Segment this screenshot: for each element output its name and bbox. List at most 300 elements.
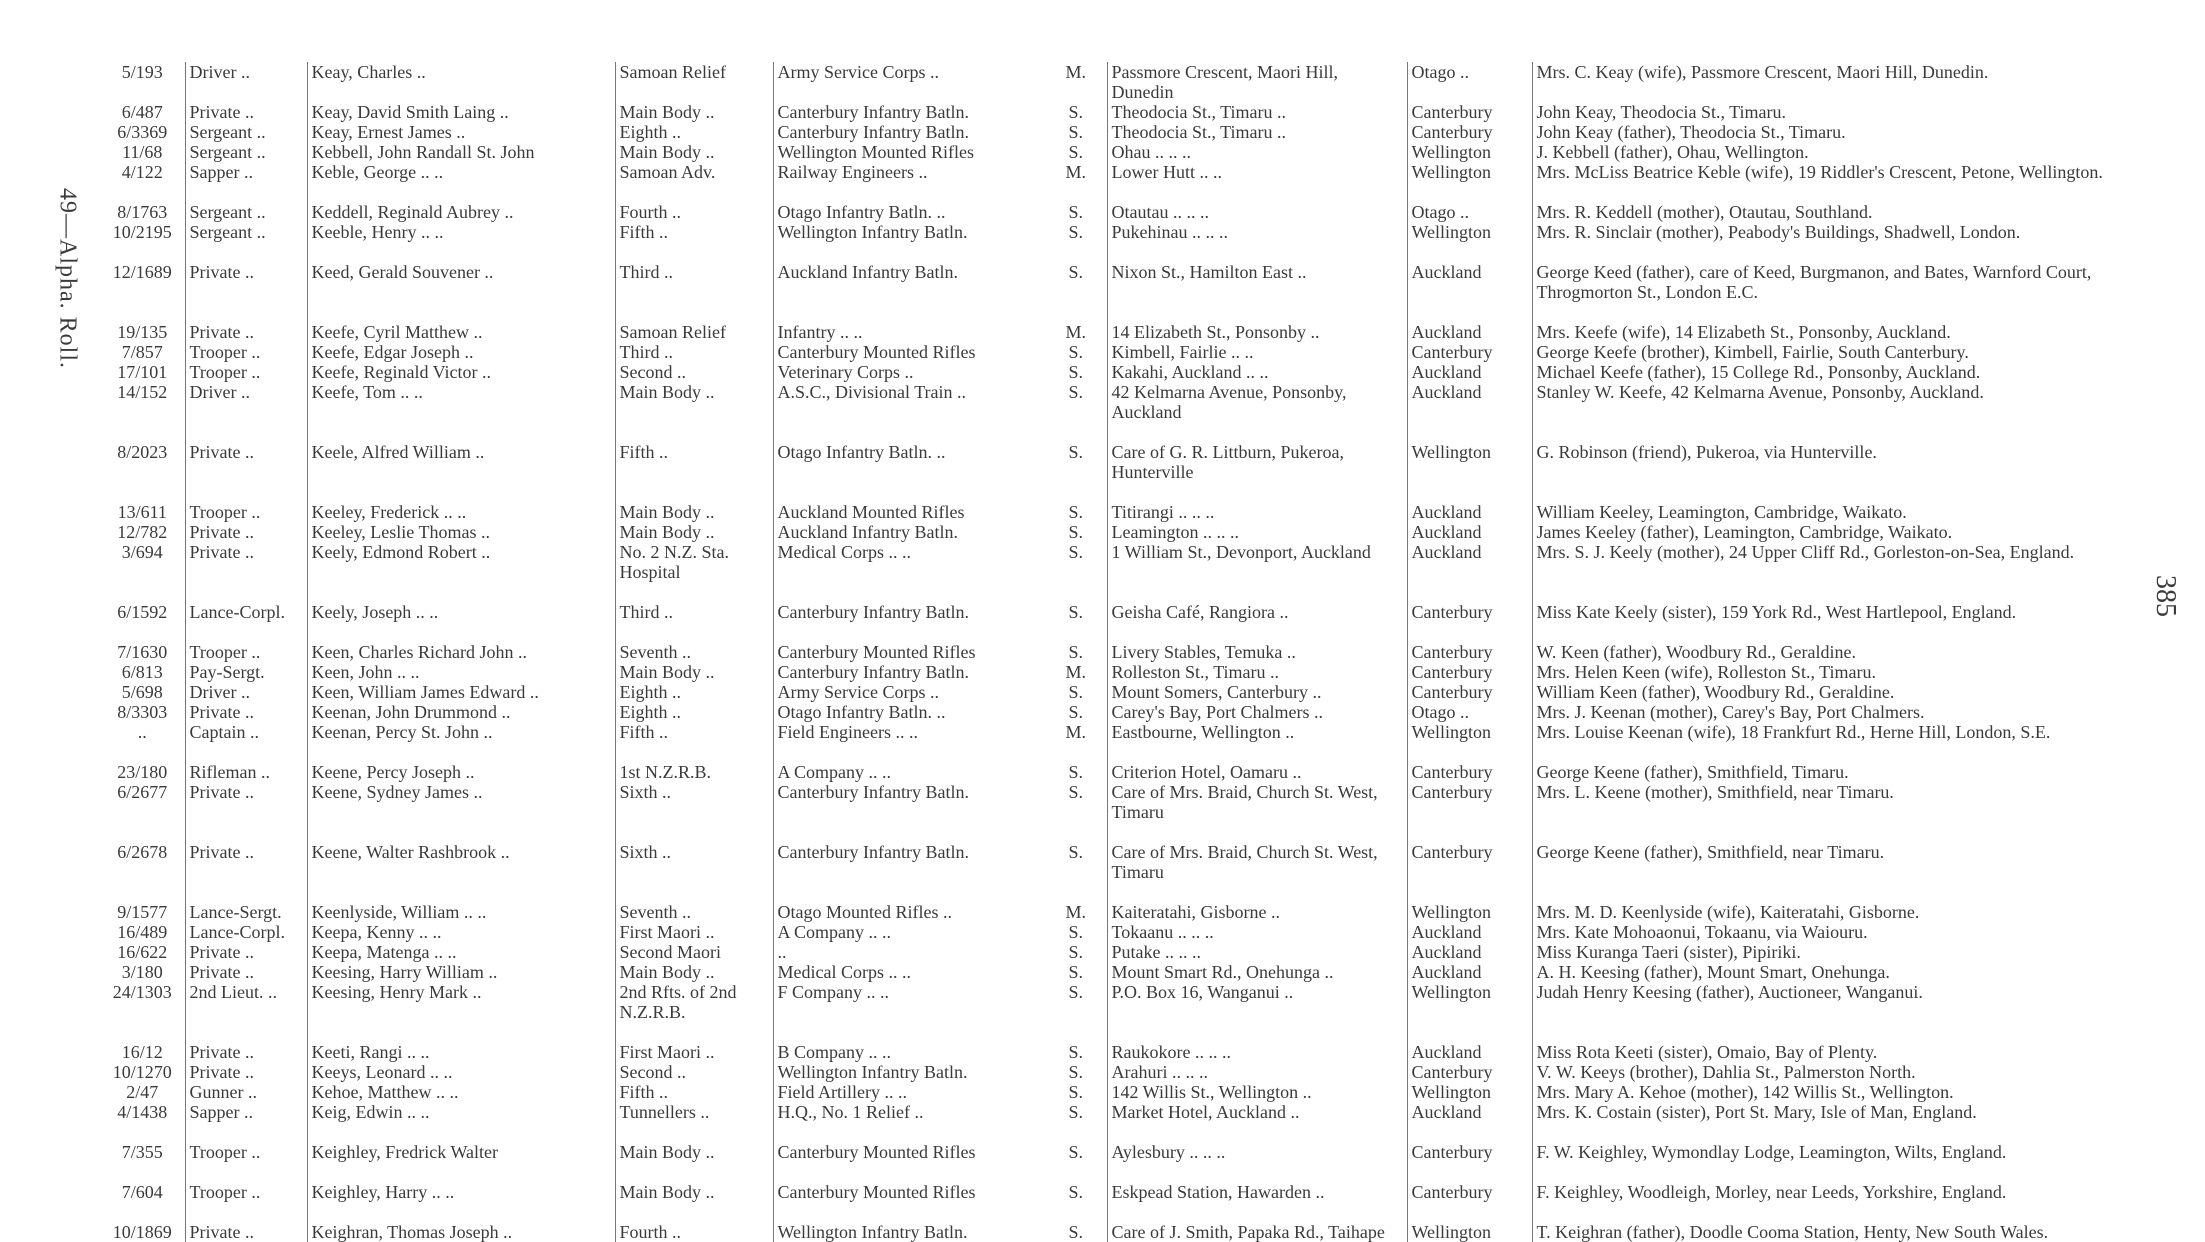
kin-cell: A. H. Keesing (father), Mount Smart, Onehunga. xyxy=(1532,962,2150,982)
draft-cell: Fifth .. xyxy=(615,222,773,242)
address-cell: 142 Willis St., Wellington .. xyxy=(1107,1082,1407,1102)
address-cell: Lower Hutt .. .. xyxy=(1107,162,1407,182)
draft-cell: 2nd Rfts. of 2nd N.Z.R.B. xyxy=(615,982,773,1022)
address-cell: Putake .. .. .. xyxy=(1107,942,1407,962)
draft-cell: Fifth .. xyxy=(615,722,773,742)
table-row xyxy=(100,482,2150,522)
draft-cell: Main Body .. xyxy=(615,482,773,522)
unit-cell: H.Q., No. 1 Relief .. xyxy=(773,1102,1045,1122)
rank-cell: Driver .. xyxy=(185,682,307,702)
kin-cell: F. Keighley, Woodleigh, Morley, near Leeds, Yorkshire, England. xyxy=(1532,1162,2150,1202)
draft-cell: Main Body .. xyxy=(615,662,773,682)
name-cell: Keighran, Thomas Joseph .. xyxy=(307,1202,615,1242)
unit-cell: B Company .. .. xyxy=(773,1022,1045,1062)
rank-cell: Private .. xyxy=(185,102,307,122)
draft-cell: Samoan Relief xyxy=(615,62,773,102)
address-cell: Leamington .. .. .. xyxy=(1107,522,1407,542)
table-row xyxy=(100,182,2150,222)
address-cell: Kakahi, Auckland .. .. xyxy=(1107,362,1407,382)
draft-cell: Fourth .. xyxy=(615,1202,773,1242)
district-cell: Wellington xyxy=(1407,1082,1532,1102)
table-row xyxy=(100,682,2150,702)
num-cell: 7/355 xyxy=(121,1142,163,1162)
draft-cell: Main Body .. xyxy=(615,1122,773,1162)
unit-cell: Canterbury Mounted Rifles xyxy=(773,1162,1045,1202)
district-cell: Canterbury xyxy=(1407,342,1532,362)
table-row xyxy=(100,982,2150,1022)
status-cell: S. xyxy=(1068,762,1083,782)
status-cell: S. xyxy=(1068,642,1083,662)
rank-cell: Sergeant .. xyxy=(185,182,307,222)
draft-cell: Main Body .. xyxy=(615,522,773,542)
address-cell: Theodocia St., Timaru .. xyxy=(1107,122,1407,142)
table-row xyxy=(100,782,2150,822)
table-row xyxy=(100,142,2150,162)
kin-cell: Mrs. L. Keene (mother), Smithfield, near Timaru. xyxy=(1532,782,2150,822)
rank-cell: Captain .. xyxy=(185,722,307,742)
table-row xyxy=(100,722,2150,742)
table-row xyxy=(100,342,2150,362)
num-cell: 24/1303 xyxy=(112,982,172,1002)
rank-cell: Private .. xyxy=(185,782,307,822)
unit-cell: Field Engineers .. .. xyxy=(773,722,1045,742)
draft-cell: Main Body .. xyxy=(615,382,773,422)
kin-cell: George Keed (father), care of Keed, Burgmanon, and Bates, Warnford Court, Throgmorton St., London E.C. xyxy=(1532,242,2150,302)
name-cell: Keighley, Harry .. .. xyxy=(307,1162,615,1202)
status-cell: S. xyxy=(1068,1222,1083,1242)
address-cell: Care of J. Smith, Papaka Rd., Taihape xyxy=(1107,1202,1407,1242)
rank-cell: Private .. xyxy=(185,942,307,962)
unit-cell: Infantry .. .. xyxy=(773,302,1045,342)
draft-cell: Tunnellers .. xyxy=(615,1102,773,1122)
draft-cell: Third .. xyxy=(615,582,773,622)
table-row xyxy=(100,742,2150,782)
district-cell: Canterbury xyxy=(1407,122,1532,142)
district-cell: Auckland xyxy=(1407,522,1532,542)
rank-cell: Sapper .. xyxy=(185,1102,307,1122)
draft-cell: Sixth .. xyxy=(615,822,773,882)
num-cell: 2/47 xyxy=(126,1082,159,1102)
status-cell: S. xyxy=(1068,942,1083,962)
draft-cell: First Maori .. xyxy=(615,922,773,942)
address-cell: 1 William St., Devonport, Auckland xyxy=(1107,542,1407,582)
roll-body xyxy=(100,62,2150,1242)
name-cell: Keeti, Rangi .. .. xyxy=(307,1022,615,1062)
kin-cell: Mrs. R. Keddell (mother), Otautau, Southland. xyxy=(1532,182,2150,222)
district-cell: Wellington xyxy=(1407,422,1532,482)
num-cell: 13/611 xyxy=(117,502,167,522)
draft-cell: Main Body .. xyxy=(615,142,773,162)
num-cell: 11/68 xyxy=(122,142,163,162)
rank-cell: Private .. xyxy=(185,542,307,582)
district-cell: Auckland xyxy=(1407,962,1532,982)
rank-cell: Lance-Corpl. xyxy=(185,582,307,622)
name-cell: Keig, Edwin .. .. xyxy=(307,1102,615,1122)
kin-cell: George Keene (father), Smithfield, Timaru. xyxy=(1532,742,2150,782)
district-cell: Otago .. xyxy=(1407,702,1532,722)
status-cell: S. xyxy=(1068,682,1083,702)
table-row xyxy=(100,162,2150,182)
table-row xyxy=(100,882,2150,922)
unit-cell: Otago Mounted Rifles .. xyxy=(773,882,1045,922)
kin-cell: F. W. Keighley, Wymondlay Lodge, Leamington, Wilts, England. xyxy=(1532,1122,2150,1162)
name-cell: Keenan, John Drummond .. xyxy=(307,702,615,722)
status-cell: M. xyxy=(1065,162,1086,182)
address-cell: Raukokore .. .. .. xyxy=(1107,1022,1407,1062)
draft-cell: Third .. xyxy=(615,242,773,302)
unit-cell: Canterbury Infantry Batln. xyxy=(773,822,1045,882)
name-cell: Kehoe, Matthew .. .. xyxy=(307,1082,615,1102)
num-cell: 10/2195 xyxy=(112,222,172,242)
draft-cell: Second .. xyxy=(615,1062,773,1082)
district-cell: Auckland xyxy=(1407,382,1532,422)
unit-cell: Wellington Infantry Batln. xyxy=(773,222,1045,242)
address-cell: Kaiteratahi, Gisborne .. xyxy=(1107,882,1407,922)
district-cell: Canterbury xyxy=(1407,1162,1532,1202)
status-cell: S. xyxy=(1068,1142,1083,1162)
rank-cell: Private .. xyxy=(185,242,307,302)
rank-cell: Driver .. xyxy=(185,62,307,102)
district-cell: Canterbury xyxy=(1407,682,1532,702)
kin-cell: Mrs. Kate Mohoaonui, Tokaanu, via Waiouru. xyxy=(1532,922,2150,942)
name-cell: Keefe, Edgar Joseph .. xyxy=(307,342,615,362)
district-cell: Wellington xyxy=(1407,162,1532,182)
unit-cell: Auckland Mounted Rifles xyxy=(773,482,1045,522)
unit-cell: Railway Engineers .. xyxy=(773,162,1045,182)
district-cell: Canterbury xyxy=(1407,662,1532,682)
draft-cell: Fifth .. xyxy=(615,422,773,482)
num-cell: 8/3303 xyxy=(117,702,168,722)
name-cell: Keen, William James Edward .. xyxy=(307,682,615,702)
num-cell: .. xyxy=(137,722,147,742)
district-cell: Auckland xyxy=(1407,242,1532,302)
kin-cell: Mrs. S. J. Keely (mother), 24 Upper Cliff Rd., Gorleston-on-Sea, England. xyxy=(1532,542,2150,582)
address-cell: Mount Somers, Canterbury .. xyxy=(1107,682,1407,702)
address-cell: Eskpead Station, Hawarden .. xyxy=(1107,1162,1407,1202)
table-row xyxy=(100,622,2150,662)
district-cell: Wellington xyxy=(1407,142,1532,162)
name-cell: Keay, Ernest James .. xyxy=(307,122,615,142)
kin-cell: Mrs. C. Keay (wife), Passmore Crescent, Maori Hill, Dunedin. xyxy=(1532,62,2150,102)
page-number: 385 xyxy=(2150,575,2181,617)
address-cell: Aylesbury .. .. .. xyxy=(1107,1122,1407,1162)
unit-cell: A.S.C., Divisional Train .. xyxy=(773,382,1045,422)
status-cell: S. xyxy=(1068,122,1083,142)
num-cell: 6/2677 xyxy=(117,782,168,802)
table-row xyxy=(100,1082,2150,1102)
draft-cell: 1st N.Z.R.B. xyxy=(615,742,773,782)
table-row xyxy=(100,122,2150,142)
address-cell: Market Hotel, Auckland .. xyxy=(1107,1102,1407,1122)
num-cell: 10/1869 xyxy=(112,1222,172,1242)
status-cell: S. xyxy=(1068,602,1083,622)
rank-cell: Private .. xyxy=(185,1062,307,1082)
district-cell: Otago .. xyxy=(1407,182,1532,222)
status-cell: S. xyxy=(1068,382,1083,402)
num-cell: 14/152 xyxy=(117,382,168,402)
unit-cell: Wellington Mounted Rifles xyxy=(773,142,1045,162)
kin-cell: Mrs. Keefe (wife), 14 Elizabeth St., Ponsonby, Auckland. xyxy=(1532,302,2150,342)
address-cell: Pukehinau .. .. .. xyxy=(1107,222,1407,242)
num-cell: 12/1689 xyxy=(112,262,172,282)
draft-cell: Main Body .. xyxy=(615,962,773,982)
rank-cell: Trooper .. xyxy=(185,1122,307,1162)
name-cell: Keenan, Percy St. John .. xyxy=(307,722,615,742)
name-cell: Keeble, Henry .. .. xyxy=(307,222,615,242)
district-cell: Canterbury xyxy=(1407,822,1532,882)
unit-cell: Auckland Infantry Batln. xyxy=(773,522,1045,542)
name-cell: Keighley, Fredrick Walter xyxy=(307,1122,615,1162)
table-row xyxy=(100,702,2150,722)
num-cell: 5/193 xyxy=(121,62,163,82)
rank-cell: Lance-Corpl. xyxy=(185,922,307,942)
district-cell: Wellington xyxy=(1407,722,1532,742)
kin-cell: Judah Henry Keesing (father), Auctioneer, Wanganui. xyxy=(1532,982,2150,1022)
kin-cell: Mrs. Mary A. Kehoe (mother), 142 Willis St., Wellington. xyxy=(1532,1082,2150,1102)
address-cell: Eastbourne, Wellington .. xyxy=(1107,722,1407,742)
kin-cell: Miss Kate Keely (sister), 159 York Rd., West Hartlepool, England. xyxy=(1532,582,2150,622)
draft-cell: First Maori .. xyxy=(615,1022,773,1062)
name-cell: Keene, Percy Joseph .. xyxy=(307,742,615,782)
rank-cell: Sergeant .. xyxy=(185,222,307,242)
kin-cell: V. W. Keeys (brother), Dahlia St., Palmerston North. xyxy=(1532,1062,2150,1082)
district-cell: Auckland xyxy=(1407,542,1532,582)
unit-cell: Auckland Infantry Batln. xyxy=(773,242,1045,302)
address-cell: 14 Elizabeth St., Ponsonby .. xyxy=(1107,302,1407,342)
draft-cell: Eighth .. xyxy=(615,122,773,142)
rank-cell: Driver .. xyxy=(185,382,307,422)
name-cell: Keepa, Kenny .. .. xyxy=(307,922,615,942)
kin-cell: Mrs. Louise Keenan (wife), 18 Frankfurt Rd., Herne Hill, London, S.E. xyxy=(1532,722,2150,742)
name-cell: Keed, Gerald Souvener .. xyxy=(307,242,615,302)
kin-cell: Mrs. McLiss Beatrice Keble (wife), 19 Riddler's Crescent, Petone, Wellington. xyxy=(1532,162,2150,182)
district-cell: Auckland xyxy=(1407,1102,1532,1122)
unit-cell: Canterbury Mounted Rifles xyxy=(773,622,1045,662)
status-cell: S. xyxy=(1068,222,1083,242)
address-cell: Nixon St., Hamilton East .. xyxy=(1107,242,1407,302)
district-cell: Auckland xyxy=(1407,942,1532,962)
num-cell: 6/2678 xyxy=(117,842,168,862)
rank-cell: Private .. xyxy=(185,522,307,542)
address-cell: Livery Stables, Temuka .. xyxy=(1107,622,1407,662)
status-cell: M. xyxy=(1065,722,1086,742)
num-cell: 3/180 xyxy=(121,962,163,982)
district-cell: Canterbury xyxy=(1407,102,1532,122)
roll-table xyxy=(100,62,2150,1242)
status-cell: S. xyxy=(1068,1182,1083,1202)
address-cell: 42 Kelmarna Avenue, Ponsonby, Auckland xyxy=(1107,382,1407,422)
unit-cell: Army Service Corps .. xyxy=(773,682,1045,702)
table-row xyxy=(100,242,2150,302)
unit-cell: Otago Infantry Batln. .. xyxy=(773,422,1045,482)
unit-cell: Army Service Corps .. xyxy=(773,62,1045,102)
status-cell: S. xyxy=(1068,342,1083,362)
rank-cell: Private .. xyxy=(185,822,307,882)
rank-cell: Private .. xyxy=(185,1022,307,1062)
district-cell: Canterbury xyxy=(1407,1062,1532,1082)
rank-cell: Gunner .. xyxy=(185,1082,307,1102)
name-cell: Keefe, Tom .. .. xyxy=(307,382,615,422)
draft-cell: Third .. xyxy=(615,342,773,362)
num-cell: 9/1577 xyxy=(117,902,168,922)
district-cell: Auckland xyxy=(1407,362,1532,382)
num-cell: 8/2023 xyxy=(117,442,168,462)
kin-cell: William Keeley, Leamington, Cambridge, Waikato. xyxy=(1532,482,2150,522)
address-cell: Otautau .. .. .. xyxy=(1107,182,1407,222)
status-cell: S. xyxy=(1068,982,1083,1002)
status-cell: S. xyxy=(1068,202,1083,222)
name-cell: Keely, Joseph .. .. xyxy=(307,582,615,622)
rank-cell: Trooper .. xyxy=(185,482,307,522)
address-cell: Geisha Café, Rangiora .. xyxy=(1107,582,1407,622)
kin-cell: Stanley W. Keefe, 42 Kelmarna Avenue, Ponsonby, Auckland. xyxy=(1532,382,2150,422)
table-row xyxy=(100,302,2150,342)
rank-cell: Sapper .. xyxy=(185,162,307,182)
status-cell: S. xyxy=(1068,1102,1083,1122)
num-cell: 17/101 xyxy=(117,362,168,382)
status-cell: S. xyxy=(1068,362,1083,382)
num-cell: 6/3369 xyxy=(117,122,168,142)
table-row xyxy=(100,222,2150,242)
name-cell: Keeys, Leonard .. .. xyxy=(307,1062,615,1082)
name-cell: Keeley, Leslie Thomas .. xyxy=(307,522,615,542)
district-cell: Otago .. xyxy=(1407,62,1532,102)
kin-cell: George Keene (father), Smithfield, near Timaru. xyxy=(1532,822,2150,882)
rank-cell: Rifleman .. xyxy=(185,742,307,782)
kin-cell: Miss Kuranga Taeri (sister), Pipiriki. xyxy=(1532,942,2150,962)
unit-cell: .. xyxy=(773,942,1045,962)
unit-cell: Otago Infantry Batln. .. xyxy=(773,182,1045,222)
address-cell: Tokaanu .. .. .. xyxy=(1107,922,1407,942)
address-cell: Kimbell, Fairlie .. .. xyxy=(1107,342,1407,362)
rank-cell: Trooper .. xyxy=(185,362,307,382)
address-cell: Theodocia St., Timaru .. xyxy=(1107,102,1407,122)
name-cell: Kebbell, John Randall St. John xyxy=(307,142,615,162)
address-cell: Care of Mrs. Braid, Church St. West, Timaru xyxy=(1107,822,1407,882)
num-cell: 7/857 xyxy=(121,342,163,362)
district-cell: Auckland xyxy=(1407,482,1532,522)
kin-cell: Michael Keefe (father), 15 College Rd., Ponsonby, Auckland. xyxy=(1532,362,2150,382)
status-cell: S. xyxy=(1068,782,1083,802)
address-cell: Care of Mrs. Braid, Church St. West, Timaru xyxy=(1107,782,1407,822)
rank-cell: Private .. xyxy=(185,1202,307,1242)
table-row xyxy=(100,542,2150,582)
kin-cell: Miss Rota Keeti (sister), Omaio, Bay of Plenty. xyxy=(1532,1022,2150,1062)
kin-cell: Mrs. Helen Keen (wife), Rolleston St., Timaru. xyxy=(1532,662,2150,682)
address-cell: Mount Smart Rd., Onehunga .. xyxy=(1107,962,1407,982)
draft-cell: Main Body .. xyxy=(615,102,773,122)
address-cell: Arahuri .. .. .. xyxy=(1107,1062,1407,1082)
kin-cell: W. Keen (father), Woodbury Rd., Geraldine. xyxy=(1532,622,2150,662)
name-cell: Keene, Walter Rashbrook .. xyxy=(307,822,615,882)
status-cell: S. xyxy=(1068,262,1083,282)
num-cell: 7/1630 xyxy=(117,642,168,662)
table-row xyxy=(100,362,2150,382)
name-cell: Keesing, Harry William .. xyxy=(307,962,615,982)
district-cell: Auckland xyxy=(1407,302,1532,342)
kin-cell: Mrs. J. Keenan (mother), Carey's Bay, Port Chalmers. xyxy=(1532,702,2150,722)
table-row xyxy=(100,1162,2150,1202)
status-cell: S. xyxy=(1068,1042,1083,1062)
unit-cell: Canterbury Infantry Batln. xyxy=(773,582,1045,622)
unit-cell: Canterbury Infantry Batln. xyxy=(773,782,1045,822)
unit-cell: Medical Corps .. .. xyxy=(773,962,1045,982)
name-cell: Keenlyside, William .. .. xyxy=(307,882,615,922)
rank-cell: Sergeant .. xyxy=(185,142,307,162)
name-cell: Keble, George .. .. xyxy=(307,162,615,182)
table-row xyxy=(100,582,2150,622)
address-cell: Carey's Bay, Port Chalmers .. xyxy=(1107,702,1407,722)
num-cell: 16/12 xyxy=(121,1042,163,1062)
name-cell: Keefe, Reginald Victor .. xyxy=(307,362,615,382)
name-cell: Keesing, Henry Mark .. xyxy=(307,982,615,1022)
table-row xyxy=(100,62,2150,102)
num-cell: 16/622 xyxy=(117,942,168,962)
draft-cell: Seventh .. xyxy=(615,622,773,662)
table-row xyxy=(100,662,2150,682)
district-cell: Canterbury xyxy=(1407,1122,1532,1162)
table-row xyxy=(100,962,2150,982)
name-cell: Keen, John .. .. xyxy=(307,662,615,682)
district-cell: Auckland xyxy=(1407,922,1532,942)
address-cell: Criterion Hotel, Oamaru .. xyxy=(1107,742,1407,782)
unit-cell: Medical Corps .. .. xyxy=(773,542,1045,582)
unit-cell: Canterbury Infantry Batln. xyxy=(773,122,1045,142)
unit-cell: Field Artillery .. .. xyxy=(773,1082,1045,1102)
unit-cell: F Company .. .. xyxy=(773,982,1045,1022)
unit-cell: Otago Infantry Batln. .. xyxy=(773,702,1045,722)
district-cell: Canterbury xyxy=(1407,742,1532,782)
status-cell: S. xyxy=(1068,962,1083,982)
rank-cell: Trooper .. xyxy=(185,342,307,362)
status-cell: S. xyxy=(1068,922,1083,942)
status-cell: S. xyxy=(1068,842,1083,862)
district-cell: Canterbury xyxy=(1407,582,1532,622)
rank-cell: Private .. xyxy=(185,702,307,722)
kin-cell: John Keay, Theodocia St., Timaru. xyxy=(1532,102,2150,122)
rank-cell: Trooper .. xyxy=(185,1162,307,1202)
table-row xyxy=(100,822,2150,882)
status-cell: S. xyxy=(1068,142,1083,162)
table-row xyxy=(100,1102,2150,1122)
status-cell: S. xyxy=(1068,102,1083,122)
draft-cell: Seventh .. xyxy=(615,882,773,922)
num-cell: 12/782 xyxy=(117,522,168,542)
table-row xyxy=(100,922,2150,942)
draft-cell: No. 2 N.Z. Sta. Hospital xyxy=(615,542,773,582)
draft-cell: Fifth .. xyxy=(615,1082,773,1102)
status-cell: S. xyxy=(1068,1082,1083,1102)
num-cell: 5/698 xyxy=(121,682,163,702)
unit-cell: A Company .. .. xyxy=(773,922,1045,942)
draft-cell: Sixth .. xyxy=(615,782,773,822)
kin-cell: G. Robinson (friend), Pukeroa, via Hunterville. xyxy=(1532,422,2150,482)
rank-cell: Lance-Sergt. xyxy=(185,882,307,922)
num-cell: 6/813 xyxy=(121,662,163,682)
address-cell: Passmore Crescent, Maori Hill, Dunedin xyxy=(1107,62,1407,102)
name-cell: Keay, Charles .. xyxy=(307,62,615,102)
district-cell: Canterbury xyxy=(1407,622,1532,662)
num-cell: 7/604 xyxy=(121,1182,163,1202)
draft-cell: Eighth .. xyxy=(615,702,773,722)
status-cell: M. xyxy=(1065,62,1086,82)
status-cell: S. xyxy=(1068,1062,1083,1082)
num-cell: 4/122 xyxy=(121,162,163,182)
address-cell: Rolleston St., Timaru .. xyxy=(1107,662,1407,682)
unit-cell: Canterbury Infantry Batln. xyxy=(773,102,1045,122)
district-cell: Wellington xyxy=(1407,222,1532,242)
kin-cell: Mrs. K. Costain (sister), Port St. Mary, Isle of Man, England. xyxy=(1532,1102,2150,1122)
